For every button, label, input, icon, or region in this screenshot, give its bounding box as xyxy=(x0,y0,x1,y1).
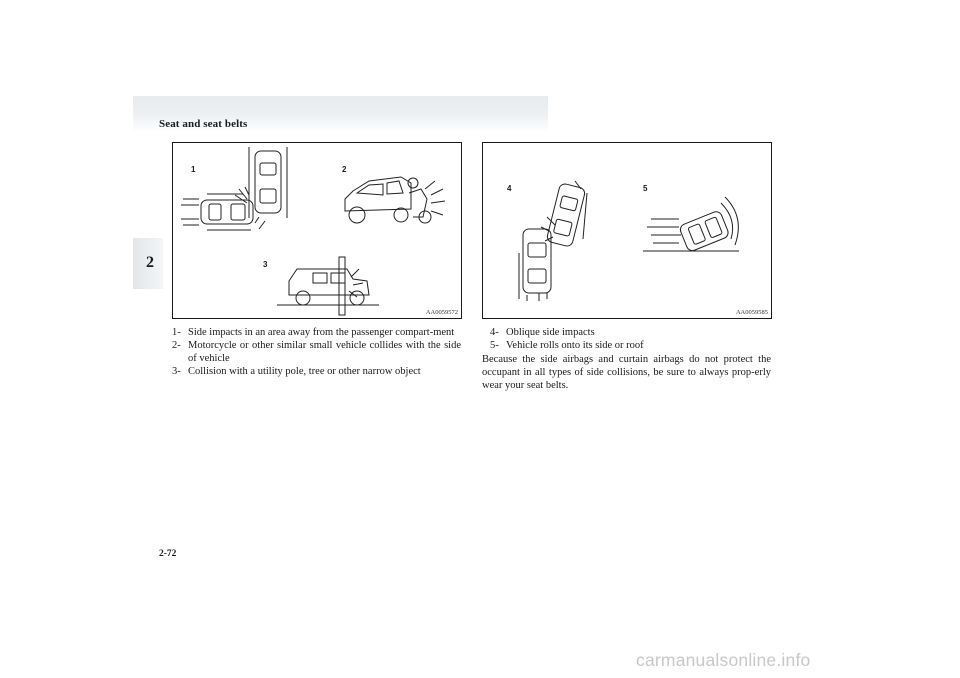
oblique-rollover-figure xyxy=(482,142,772,319)
item-number: 4- xyxy=(490,327,499,338)
oblique-rollover-illustration xyxy=(483,143,771,318)
item-text: Motorcycle or other similar small vehicle collides with the side of vehicle xyxy=(188,340,461,364)
item-number: 2- xyxy=(172,340,181,351)
item-number: 5- xyxy=(490,340,499,351)
list-item xyxy=(172,326,461,339)
chapter-number: 2 xyxy=(146,254,154,271)
watermark-link[interactable]: carmanualsonline.info xyxy=(636,650,811,670)
item-number: 3- xyxy=(172,366,181,377)
side-impact-figure xyxy=(172,142,462,319)
item-text: Collision with a utility pole, tree or other narrow object xyxy=(188,366,421,377)
figure-id: AA0059585 xyxy=(735,309,768,316)
side-impact-illustration xyxy=(173,143,461,318)
list-item xyxy=(172,365,461,378)
motorcycle-rider xyxy=(409,189,427,217)
item-text: Oblique side impacts xyxy=(506,327,595,338)
caption-list-left xyxy=(172,326,461,378)
utility-pole xyxy=(339,257,345,315)
figure-id: AA0059572 xyxy=(425,309,458,316)
section-title: Seat and seat belts xyxy=(159,118,248,130)
figure-label-5: 5 xyxy=(643,184,648,193)
figure-label-2: 2 xyxy=(342,165,347,174)
item-text: Side impacts in an area away from the passenger compart-ment xyxy=(188,327,455,338)
figure-label-3: 3 xyxy=(263,260,268,269)
caption-list-right xyxy=(490,326,770,352)
page-number: 2-72 xyxy=(159,549,177,559)
item-text: Vehicle rolls onto its side or roof xyxy=(506,340,644,351)
figure-label-4: 4 xyxy=(507,184,512,193)
list-item xyxy=(490,326,770,339)
list-item xyxy=(172,339,461,365)
figure-label-1: 1 xyxy=(191,165,196,174)
suv-body xyxy=(345,177,411,211)
car-top-view-vertical xyxy=(255,151,281,213)
item-number: 1- xyxy=(172,327,181,338)
body-paragraph: Because the side airbags and curtain airbags do not protect the occupant in all types of side collisions, be sure to always prop-erly wear your seat belts. xyxy=(482,354,771,391)
car-rolling xyxy=(679,210,730,252)
list-item xyxy=(490,339,770,352)
